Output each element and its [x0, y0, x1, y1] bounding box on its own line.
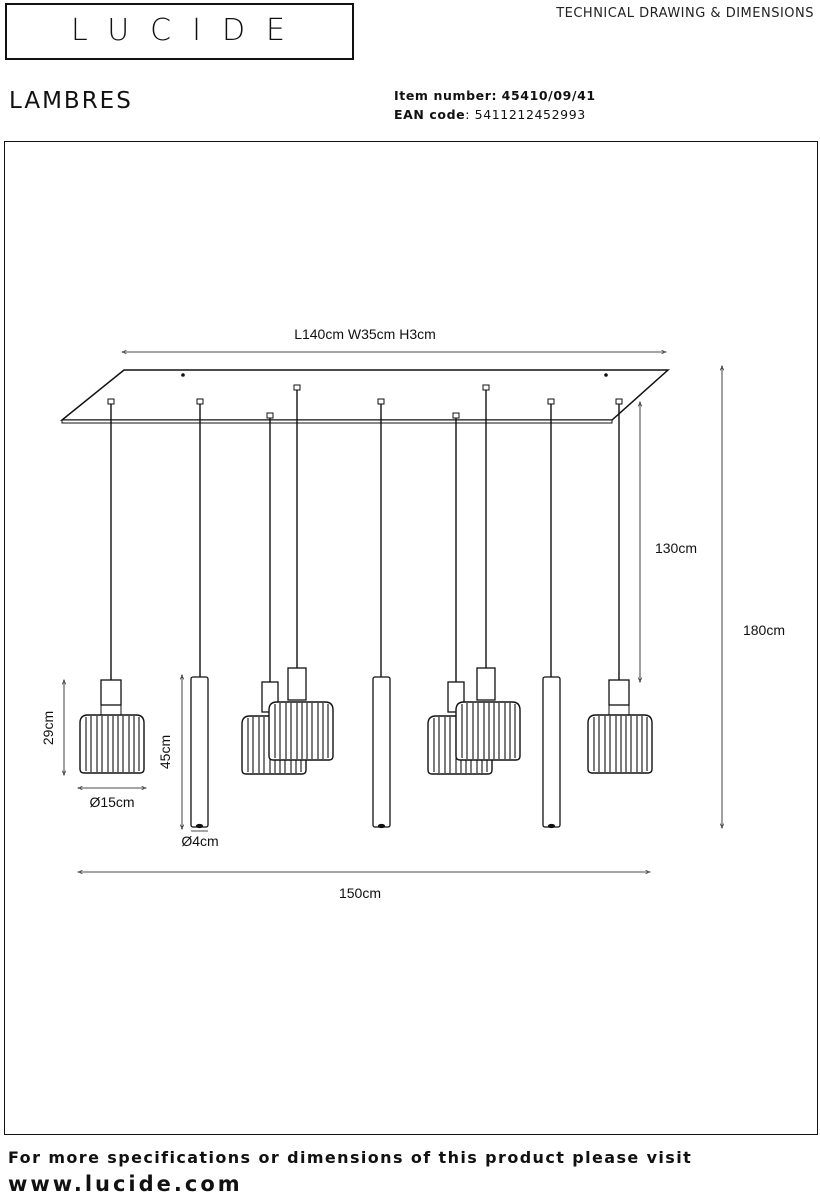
ean-label: EAN code	[394, 107, 466, 122]
product-name: LAMBRES	[9, 88, 133, 114]
total-height-label: 180cm	[742, 622, 786, 638]
shade-height-dimension	[40, 682, 64, 773]
tube-height-label: 45cm	[157, 734, 173, 770]
tube-pendant	[191, 677, 208, 828]
canopy-dimension	[124, 326, 664, 352]
total-height-dimension	[722, 368, 785, 826]
shade-pendant	[456, 668, 520, 760]
brand-logo-text: LUCIDE	[70, 13, 307, 48]
ean-value: : 5411212452993	[465, 107, 586, 122]
tube-diameter-dimension	[181, 831, 218, 849]
tube-pendant	[373, 677, 390, 828]
shade-pendant	[80, 680, 144, 773]
canopy-dims-label: L140cm W35cm H3cm	[294, 326, 436, 342]
ceiling-canopy	[62, 370, 668, 423]
website-link[interactable]: www.lucide.com	[8, 1172, 243, 1196]
shade-diameter-label: Ø15cm	[89, 794, 135, 810]
footer-note: For more specifications or dimensions of this product please visit	[8, 1148, 693, 1167]
total-width-label: 150cm	[338, 885, 382, 901]
drop-length-label: 130cm	[654, 540, 698, 556]
tube-height-dimension	[157, 677, 182, 827]
document-type: TECHNICAL DRAWING & DIMENSIONS	[556, 6, 814, 21]
shade-diameter-dimension	[80, 788, 144, 810]
item-number-value: 45410/09/41	[501, 88, 596, 103]
drop-dimension	[640, 404, 697, 680]
tube-pendant	[543, 677, 560, 828]
shade-height-label: 29cm	[40, 710, 56, 746]
shade-pendant	[588, 680, 652, 773]
pendant-cables	[111, 390, 619, 682]
total-width-dimension	[80, 872, 648, 901]
tube-diameter-label: Ø4cm	[181, 833, 219, 849]
item-number-label: Item number:	[394, 88, 498, 103]
